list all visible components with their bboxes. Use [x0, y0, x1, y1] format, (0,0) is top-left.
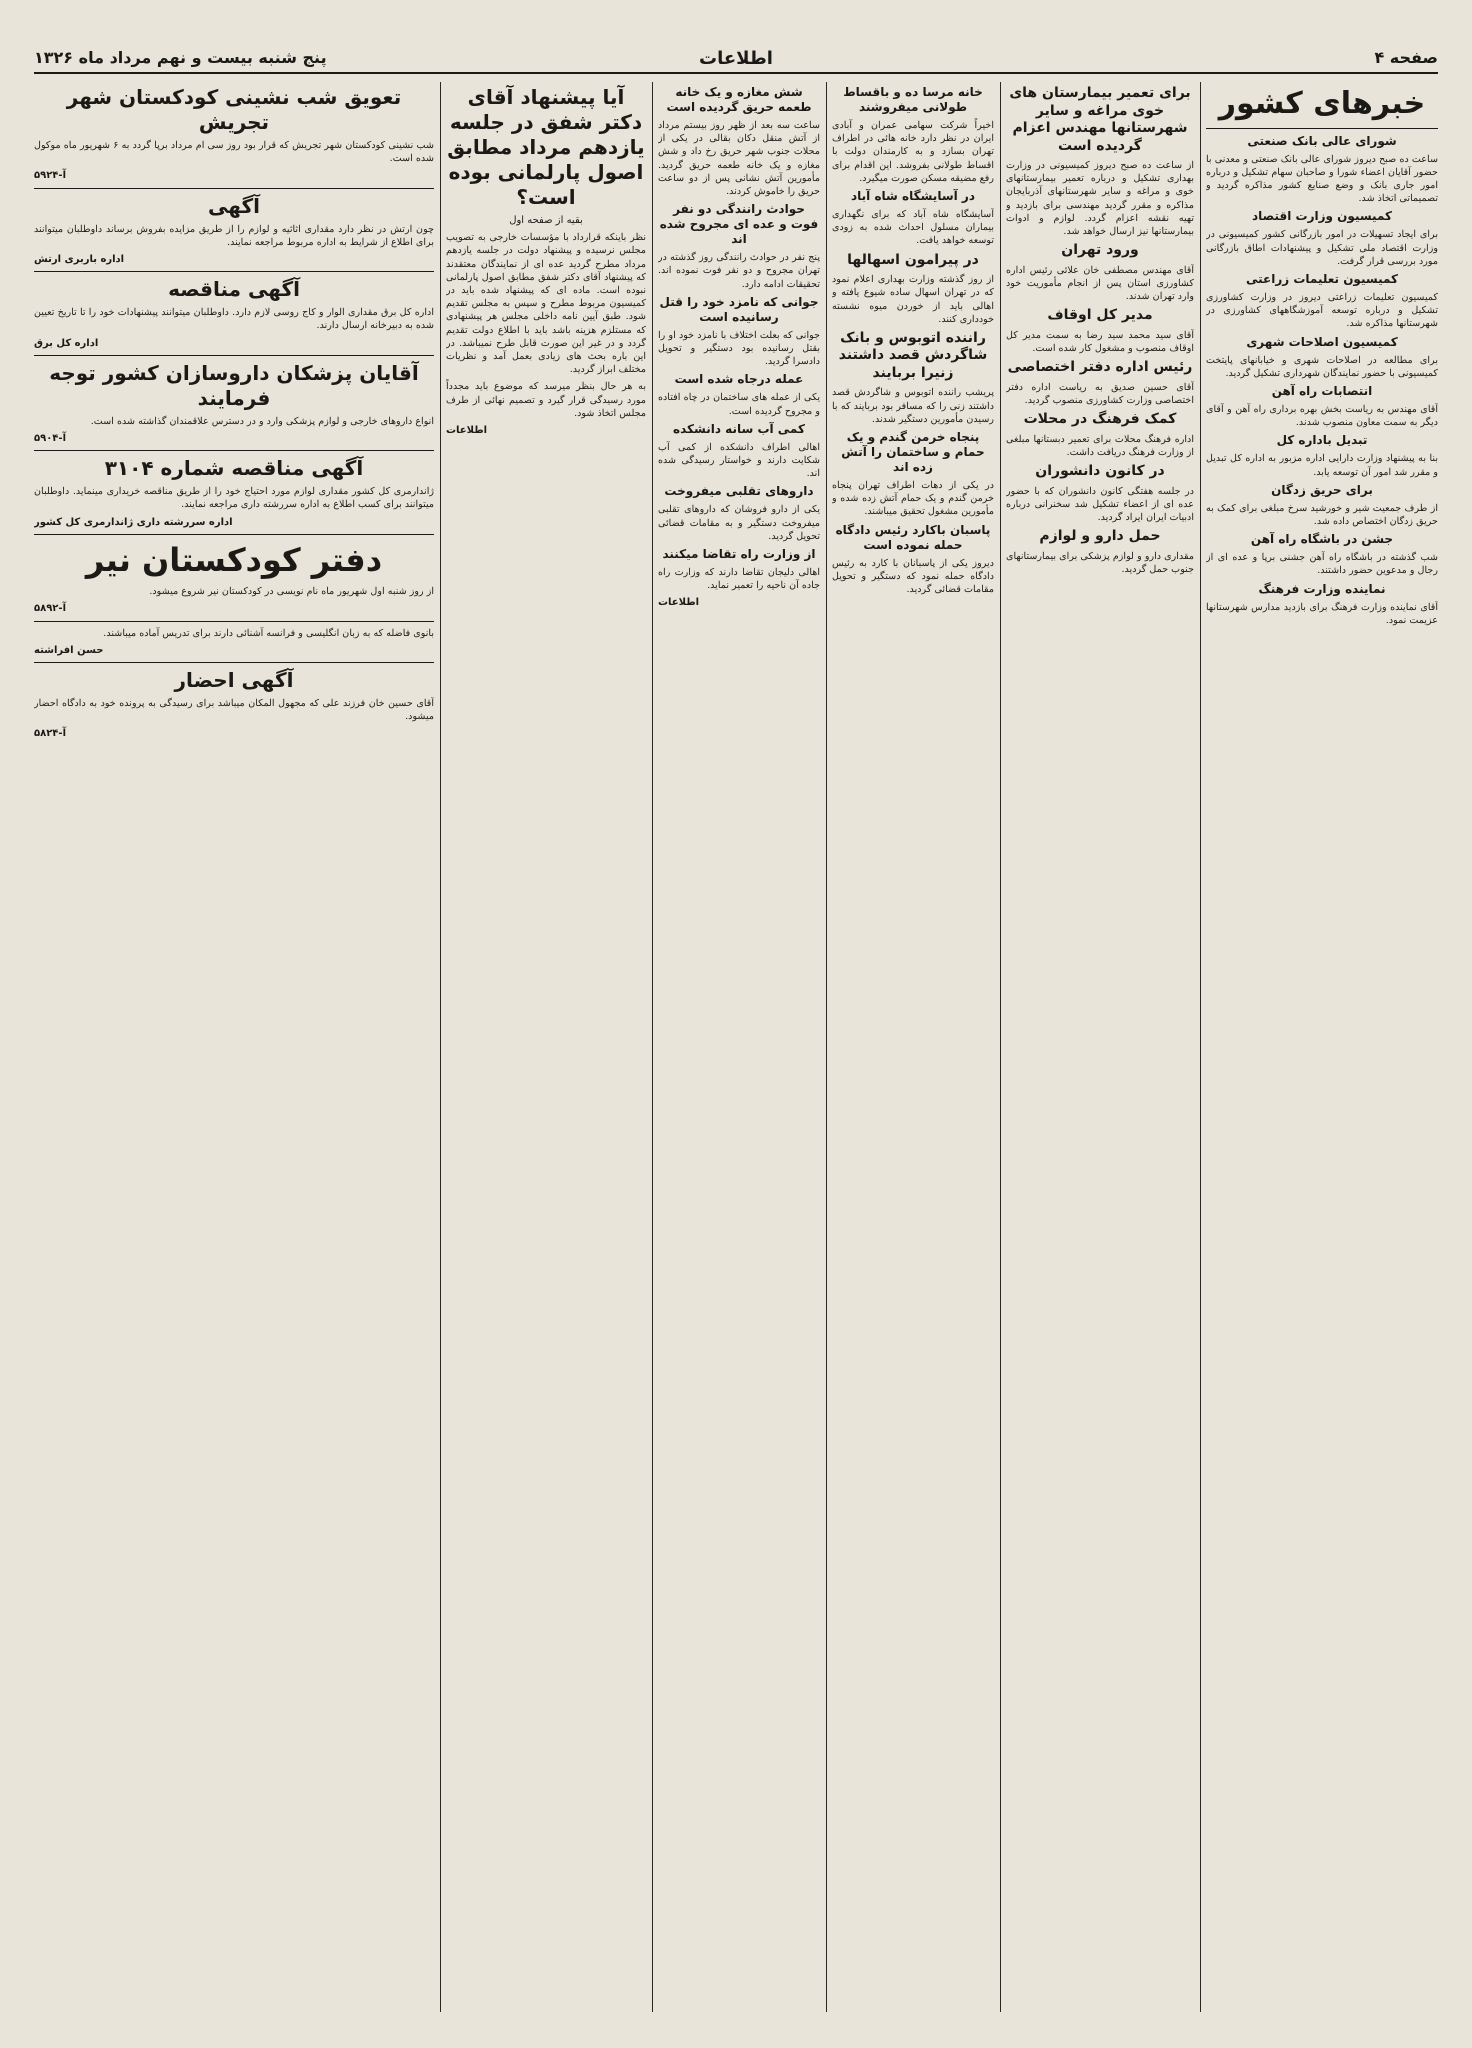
column-5 — [446, 82, 646, 2012]
headline: آیا پیشنهاد آقای دکتر شفق در جلسه یازدهم مرداد مطابق اصول پارلمانی بوده است؟ — [447, 85, 645, 209]
ad-body: از روز شنبه اول شهریور ماه نام نویسی در کودکستان نیر شروع میشود. — [149, 586, 434, 598]
column-rule — [1000, 82, 1001, 2012]
article-body: آقای نماینده وزارت فرهنگ برای بازدید مدارس شهرستانها عزیمت نمود. — [1206, 601, 1438, 626]
headline: تبدیل باداره کل — [1276, 433, 1368, 448]
headline: از وزارت راه تقاضا میکنند — [662, 547, 816, 562]
headline: کمیسیون اصلاحات شهری — [1246, 334, 1398, 349]
divider — [34, 662, 434, 663]
article-body: آقای حسین صدیق به ریاست اداره دفتر اختصاصی وزارت کشاورزی منصوب گردید. — [1006, 381, 1194, 406]
ad-title: تعویق شب نشینی کودکستان شهر تجریش — [66, 85, 402, 134]
divider — [1206, 128, 1438, 129]
article-body: در جلسه هفتگی کانون دانشوران که با حضور عده ای از اعضاء تشکیل شد سخنرانی درباره ادبیات ایران ایراد گردید. — [1006, 485, 1194, 523]
ad-signature: اداره کل برق — [34, 337, 99, 349]
headline: داروهای تقلبی میفروخت — [664, 484, 814, 499]
ad-signature: حسن افراشته — [34, 644, 104, 656]
article-body: آقای سید محمد سید رضا به سمت مدیر کل اوقاف منصوب و مشغول کار شده است. — [1006, 329, 1194, 355]
headline: عمله درجاه شده است — [674, 372, 804, 387]
ad-body: بانوی فاضله که به زبان انگلیسی و فرانسه آشنائی دارند برای تدریس آماده میباشند. — [103, 627, 434, 639]
headline: برای حریق زدگان — [1271, 482, 1373, 497]
ad-body: شب نشینی کودکستان شهر تجریش که قرار بود روز سی ام مرداد برپا گردد به ۶ شهریور ماه موکول شده است. — [34, 140, 434, 165]
headline: نماینده وزارت فرهنگ — [1258, 581, 1386, 596]
byline: اطلاعات — [446, 425, 488, 437]
article-body: ساعت سه بعد از ظهر روز بیستم مرداد از آتش منقل دکان بقالی در یکی از محلات جنوب شهر حریق رخ داد و شش مغازه و یک خانه طعمه حریق گردید. مأمورین آتش نشانی پس از دو ساعت حریق را خاموش کردند. — [658, 120, 820, 198]
column-domestic-news — [1206, 82, 1438, 2012]
article-body: مقداری دارو و لوازم پزشکی برای بیمارستانهای جنوب حمل گردید. — [1006, 550, 1194, 575]
issue-date: پنج شنبه بیست و نهم مرداد ماه ۱۳۲۶ — [34, 48, 327, 67]
article-body: اداره فرهنگ محلات برای تعمیر دبستانها مبلغی از وزارت فرهنگ دریافت داشت. — [1006, 433, 1194, 458]
divider — [34, 271, 434, 272]
ad-body: آقای حسین خان فرزند علی که مجهول المکان میباشد برای رسیدگی به پرونده خود به دادگاه احضار میشود. — [34, 698, 434, 723]
headline: شورای عالی بانک صنعتی — [1247, 133, 1397, 148]
headline: در آسایشگاه شاه آباد — [851, 189, 975, 204]
column-rule — [440, 82, 441, 2012]
ad-code: آ-۵۸۲۴ — [34, 728, 66, 740]
section-title: خبرهای کشور — [1218, 86, 1426, 121]
headline: راننده اتوبوس و بانک شاگردش قصد داشتند زنیرا بربایند — [838, 329, 988, 381]
article-body: ساعت ده صبح دیروز شورای عالی بانک صنعتی و معدنی با حضور آقایان اعضاء شورا و صاحبان سهام تشکیل و درباره امور جاری بانک و وضع صنایع کشور مذاکره گردید و تصمیماتی اتخاذ شد. — [1206, 153, 1438, 205]
masthead — [34, 46, 1438, 74]
headline: در کانون دانشوران — [1035, 463, 1165, 480]
byline: اطلاعات — [658, 597, 700, 609]
article-body: پنج نفر در حوادث رانندگی روز گذشته در تهران مجروح و دو نفر فوت نموده اند. تحقیقات ادامه دارد. — [658, 252, 820, 290]
ad-title: آگهی احضار — [174, 668, 294, 693]
headline: کمیسیون تعلیمات زراعتی — [1245, 271, 1398, 286]
article-body: برای مطالعه در اصلاحات شهری و خیابانهای پایتخت کمیسیونی با حضور نمایندگان شهرداری تشکیل گردید. — [1206, 354, 1438, 379]
headline: حمل دارو و لوازم — [1039, 528, 1161, 545]
headline: خانه مرسا ده و باقساط طولانی میفروشند — [843, 85, 983, 114]
headline: کمیسیون وزارت اقتصاد — [1252, 209, 1392, 224]
headline: برای تعمیر بیمارستان های خوی مراغه و سایر شهرستانها مهندس اعزام گردیده است — [1009, 85, 1191, 154]
ad-body: ژاندارمری کل کشور مقداری لوازم مورد احتیاج خود را از طریق مناقصه خریداری مینماید. داوطلبان میتوانند برای کسب اطلاع به اداره سررشته داری مراجعه نمایند. — [34, 486, 434, 511]
ad-title: آقایان پزشکان داروسازان کشور توجه فرمایند — [49, 360, 419, 410]
column-2 — [1006, 82, 1194, 2012]
article-body: بنا به پیشنهاد وزارت دارایی اداره مزبور به اداره کل تبدیل و مقرر شد امور آن توسعه یابد. — [1206, 453, 1438, 478]
headline: مدیر کل اوقاف — [1047, 307, 1153, 324]
ad-code: آ-۵۹۲۴ — [34, 170, 66, 182]
ad-signature: اداره سررشته داری ژاندارمری کل کشور — [34, 516, 233, 528]
article-body: آقای مهندس به ریاست بخش بهره برداری راه آهن و آقای دیگر به سمت معاون منصوب شدند. — [1206, 403, 1438, 429]
ad-title: آگهی مناقصه — [168, 277, 300, 302]
headline: حوادث رانندگی دو نفر فوت و عده ای مجروح شده اند — [659, 202, 819, 247]
ad-code: آ-۵۹۰۴ — [34, 433, 66, 445]
headline: انتصابات راه آهن — [1271, 383, 1373, 398]
article-body: یکی از عمله های ساختمان در چاه افتاده و مجروح گردیده است. — [658, 392, 820, 417]
divider — [34, 450, 434, 451]
ad-code: آ-۵۸۹۲ — [34, 603, 66, 615]
article-body: پریشب راننده اتوبوس و شاگردش قصد داشتند زنی را که مسافر بود بربایند که با رسیدن مأمورین دستگیر شدند. — [832, 387, 994, 425]
article-body: نظر باینکه قرارداد با مؤسسات خارجی به تصویب مجلس نرسیده و پیشنهاد دولت در جلسه یازدهم مرداد مطرح گردید عده ای از نمایندگان معتقدند که پیشنهاد آقای دکتر شفق مطابق اصول پارلمانی نبوده است. ماده ای که پیشنهاد شده باید در کمیسیون مربوط مطرح و سپس به مجلس تقدیم شود. طبق آیین نامه داخلی مجلس هر پیشنهادی که مستلزم هزینه باشد باید با اطلاع دولت تقدیم گردد و در غیر این صورت قابل طرح نمیباشد. در این باره بحث های زیادی بعمل آمد و نظریات مختلف ابراز گردید. — [446, 232, 646, 376]
article-body: آسایشگاه شاه آباد که برای نگهداری بیماران مسلول احداث شده به زودی توسعه خواهد یافت. — [832, 209, 994, 247]
headline: شش مغازه و یک خانه طعمه حریق گردیده است — [666, 85, 812, 114]
headline: ورود تهران — [1061, 242, 1139, 259]
column-rule — [826, 82, 827, 2012]
article-body: شب گذشته در باشگاه راه آهن جشنی برپا و عده ای از رجال و مدعوین حضور داشتند. — [1206, 552, 1438, 577]
ad-body: چون ارتش در نظر دارد مقداری اثاثیه و لوازم را از طریق مزایده بفروش برساند داوطلبان میتوانند برای اطلاع از شرایط به اداره مربوط مراجعه نمایند. — [34, 223, 434, 248]
article-body: برای ایجاد تسهیلات در امور بازرگانی کشور کمیسیونی در وزارت اقتصاد ملی تشکیل و پیشنهادات اطاق بازرگانی مورد بررسی قرار گرفت. — [1206, 229, 1438, 267]
article-body: اخیراً شرکت سهامی عمران و آبادی ایران در نظر دارد خانه هائی در اطراف تهران بسازد و به کارمندان دولت با اقساط طولانی بفروشد. این اقدام برای رفع مضیقه مسکن صورت میگیرد. — [832, 120, 994, 184]
ad-title: آگهی — [208, 193, 260, 218]
article-body: اهالی اطراف دانشکده از کمی آب شکایت دارند و خواستار رسیدگی شده اند. — [658, 441, 820, 480]
article-body: جوانی که بعلت اختلاف با نامزد خود او را بقتل رسانیده بود دستگیر و تحویل دادسرا گردید. — [658, 329, 820, 368]
article-body: از روز گذشته وزارت بهداری اعلام نمود که در تهران اسهال ساده شیوع یافته و اهالی باید از خوردن میوه نشسته خودداری کنند. — [832, 274, 994, 325]
divider — [34, 534, 434, 535]
headline: کمی آب سانه دانشکده — [673, 421, 805, 436]
divider — [34, 355, 434, 356]
headline: در پیرامون اسهالها — [847, 251, 979, 268]
article-body: اهالی دلیجان تقاضا دارند که وزارت راه جاده آن ناحیه را تعمیر نماید. — [658, 567, 820, 592]
ad-title: آگهی مناقصه شماره ۳۱۰۴ — [104, 456, 364, 481]
article-body: از طرف جمعیت شیر و خورشید سرخ مبلغی برای کمک به حریق زدگان اختصاص داده شد. — [1206, 502, 1438, 527]
article-body: از ساعت ده صبح دیروز کمیسیونی در وزارت بهداری تشکیل و درباره تعمیر بیمارستانهای خوی و مراغه و سایر شهرستانهای آذربایجان مذاکره و مقرر گردید مهندسی برای بازدید و تهیه نقشه اعزام گردد. لوازم و ادوات بیمارستانها نیز ارسال خواهد شد. — [1006, 160, 1194, 238]
headline: پاسبان باکارد رئیس دادگاه حمله نموده است — [835, 522, 991, 552]
divider — [34, 188, 434, 189]
headline: کمک فرهنگ در محلات — [1023, 411, 1177, 428]
column-ads — [34, 82, 434, 2012]
column-rule — [652, 82, 653, 2012]
article-body: به هر حال بنظر میرسد که موضوع باید مجدداً مورد رسیدگی قرار گیرد و تصمیم نهائی از طرف مجلس اتخاذ شود. — [446, 381, 646, 419]
ad-title: دفتر کودکستان نیر — [85, 540, 383, 579]
headline: جشن در باشگاه راه آهن — [1250, 532, 1394, 547]
article-body: دیروز یکی از پاسبانان با کارد به رئیس دادگاه حمله نمود که دستگیر و تحویل مقامات قضائی گردید. — [832, 557, 994, 596]
headline: جوانی که نامزد خود را قتل رسانیده است — [659, 294, 819, 324]
column-3 — [832, 82, 994, 2012]
continued-note: بقیه از صفحه اول — [509, 215, 583, 226]
ad-signature: اداره باربری ارتش — [34, 254, 125, 266]
ad-body: انواع داروهای خارجی و لوازم پزشکی وارد و در دسترس علاقمندان گذاشته شده است. — [90, 415, 434, 427]
column-rule — [1200, 82, 1201, 2012]
ad-body: اداره کل برق مقداری الوار و کاج روسی لازم دارد. داوطلبان میتوانند پیشنهادات خود را تا تاریخ تعیین شده به دبیرخانه ارسال دارند. — [34, 307, 434, 332]
headline: رئیس اداره دفتر اختصاصی — [1007, 359, 1193, 376]
article-body: آقای مهندس مصطفی خان علائی رئیس اداره کشاورزی استان پس از انجام مأموریت خود وارد تهران شدند. — [1006, 264, 1194, 303]
article-body: یکی از دارو فروشان که داروهای تقلبی میفروخت دستگیر و به مقامات قضائی تحویل گردید. — [658, 504, 820, 542]
column-4 — [658, 82, 820, 2012]
divider — [34, 621, 434, 622]
publication-name: اطلاعات — [699, 48, 773, 69]
headline: پنجاه خرمن گندم و یک حمام و ساختمان را آتش زده اند — [841, 430, 985, 475]
article-body: کمیسیون تعلیمات زراعتی دیروز در وزارت کشاورزی تشکیل و درباره توسعه آموزشگاههای کشاورزی در شهرستانها مذاکره شد. — [1206, 291, 1438, 330]
page-number: صفحه ۴ — [1374, 48, 1438, 67]
article-body: در یکی از دهات اطراف تهران پنجاه خرمن گندم و یک حمام آتش زده شده و مأمورین مشغول تحقیق میباشند. — [832, 480, 994, 518]
